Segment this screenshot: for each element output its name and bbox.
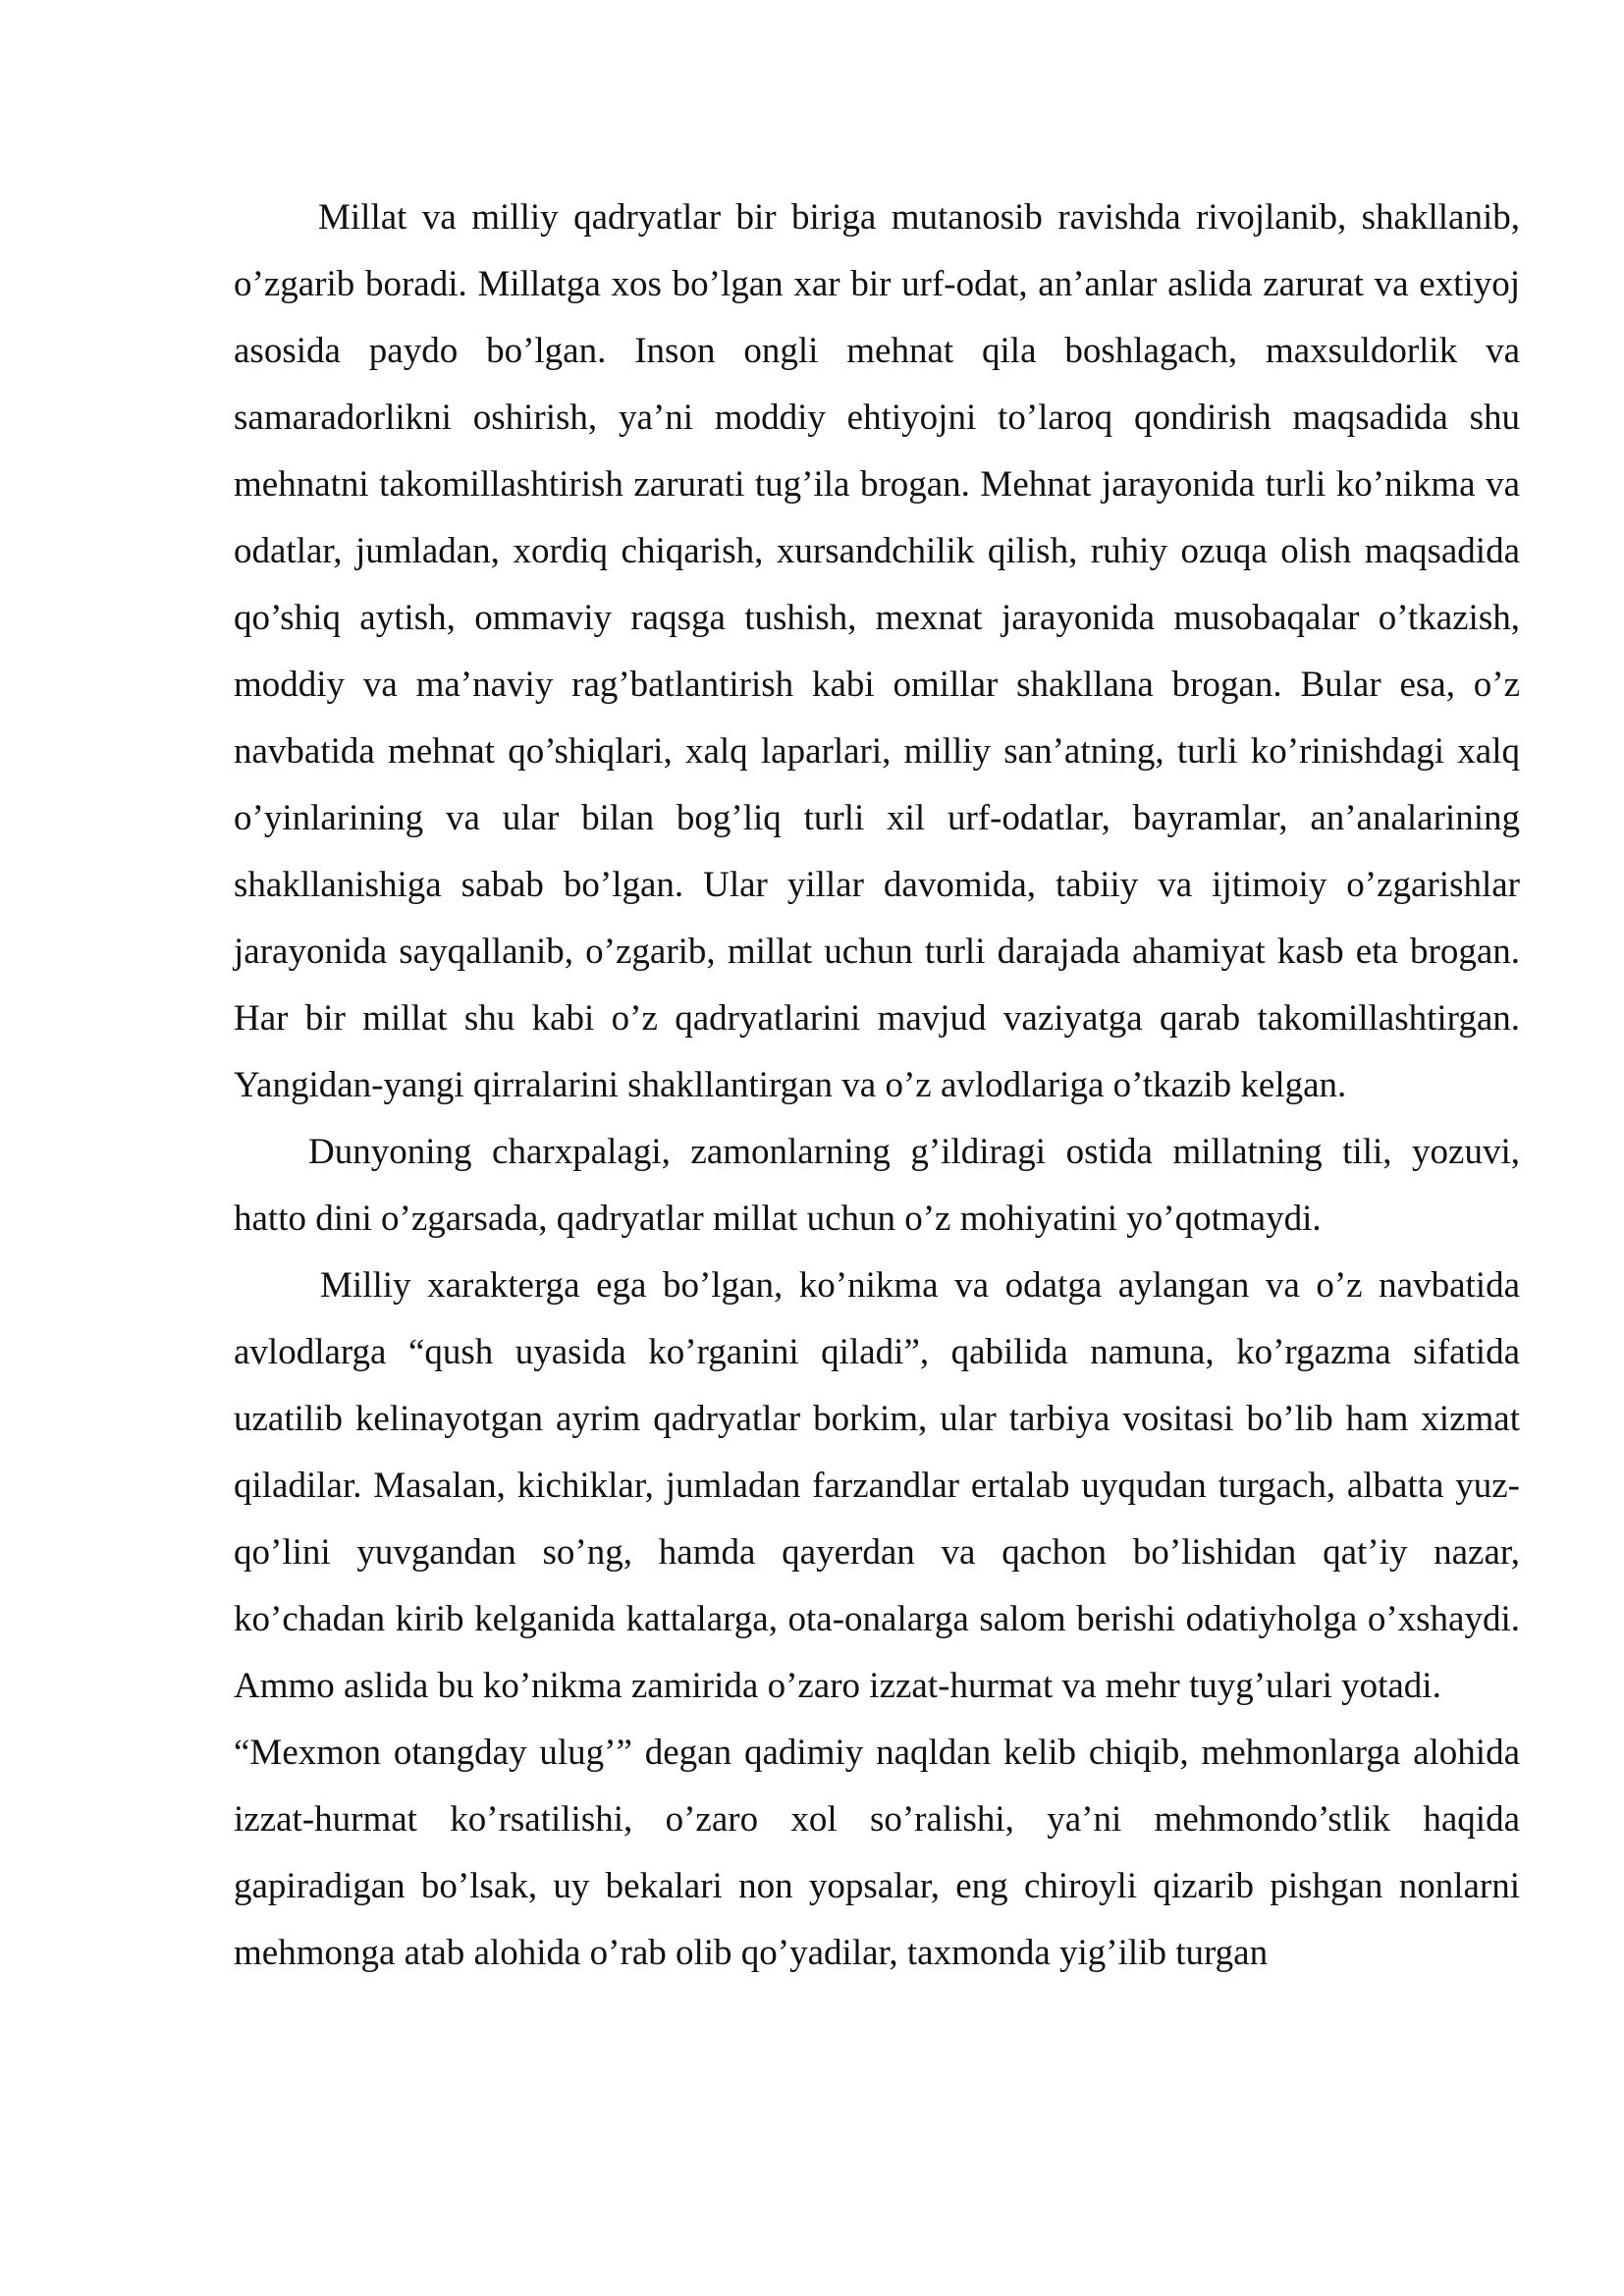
document-body [234, 185, 1520, 1987]
paragraph-4: “Mexmon otangday ulug’” degan qadimiy naqldan kelib chiqib, mehmonlarga alohida izzat-hurmat ko’rsatilishi, o’zaro xol so’ralishi, ya’ni mehmondo’stlik haqida gapiradigan bo’lsak, uy bekalari non yopsalar, eng chiroyli qizarib pishgan nonlarni mehmonga atab alohida o’rab olib qo’yadilar, taxmonda yig’ilib turgan [234, 1733, 1520, 1973]
paragraph-1: Millat va milliy qadryatlar bir biriga mutanosib ravishda rivojlanib, shakllanib, o’zgarib boradi. Millatga xos bo’lgan xar bir urf-odat, an’anlar aslida zarurat va extiyoj asosida paydo bo’lgan. Inson ongli mehnat qila boshlagach, maxsuldorlik va samaradorlikni oshirish, ya’ni moddiy ehtiyojni to’laroq qondirish maqsadida shu mehnatni takomillashtirish zarurati tug’ila brogan. Mehnat jarayonida turli ko’nikma va odatlar, jumladan, xordiq chiqarish, xursandchilik qilish, ruhiy ozuqa olish maqsadida qo’shiq aytish, ommaviy raqsga tushish, mexnat jarayonida musobaqalar o’tkazish, moddiy va ma’naviy rag’batlantirish kabi omillar shakllana brogan. Bular esa, o’z navbatida mehnat qo’shiqlari, xalq laparlari, milliy san’atning, turli ko’rinishdagi xalq o’yinlarining va ular bilan bog’liq turli xil urf-odatlar, bayramlar, an’analarining shakllanishiga sabab bo’lgan. Ular yillar davomida, tabiiy va ijtimoiy o’zgarishlar jarayonida sayqallanib, o’zgarib, millat uchun turli darajada ahamiyat kasb eta brogan. Har bir millat shu kabi o’z qadryatlarini mavjud vaziyatga qarab takomillashtirgan. Yangidan-yangi qirralarini shakllantirgan va o’z avlodlariga o’tkazib kelgan. [234, 197, 1520, 1105]
paragraph-3: Milliy xarakterga ega bo’lgan, ko’nikma va odatga aylangan va o’z navbatida avlodlarga “qush uyasida ko’rganini qiladi”, qabilida namuna, ko’rgazma sifatida uzatilib kelinayotgan ayrim qadryatlar borkim, ular tarbiya vositasi bo’lib ham xizmat qiladilar. Masalan, kichiklar, jumladan farzandlar ertalab uyqudan turgach, albatta yuz-qo’lini yuvgandan so’ng, hamda qayerdan va qachon bo’lishidan qat’iy nazar, ko’chadan kirib kelganida kattalarga, ota-onalarga salom berishi odatiyholga o’xshaydi. Ammo aslida bu ko’nikma zamirida o’zaro izzat-hurmat va mehr tuyg’ulari yotadi. [234, 1265, 1520, 1706]
paragraph-2: Dunyoning charxpalagi, zamonlarning g’ildiragi ostida millatning tili, yozuvi, hatto dini o’zgarsada, qadryatlar millat uchun o’z mohiyatini yo’qotmaydi. [234, 1132, 1520, 1239]
